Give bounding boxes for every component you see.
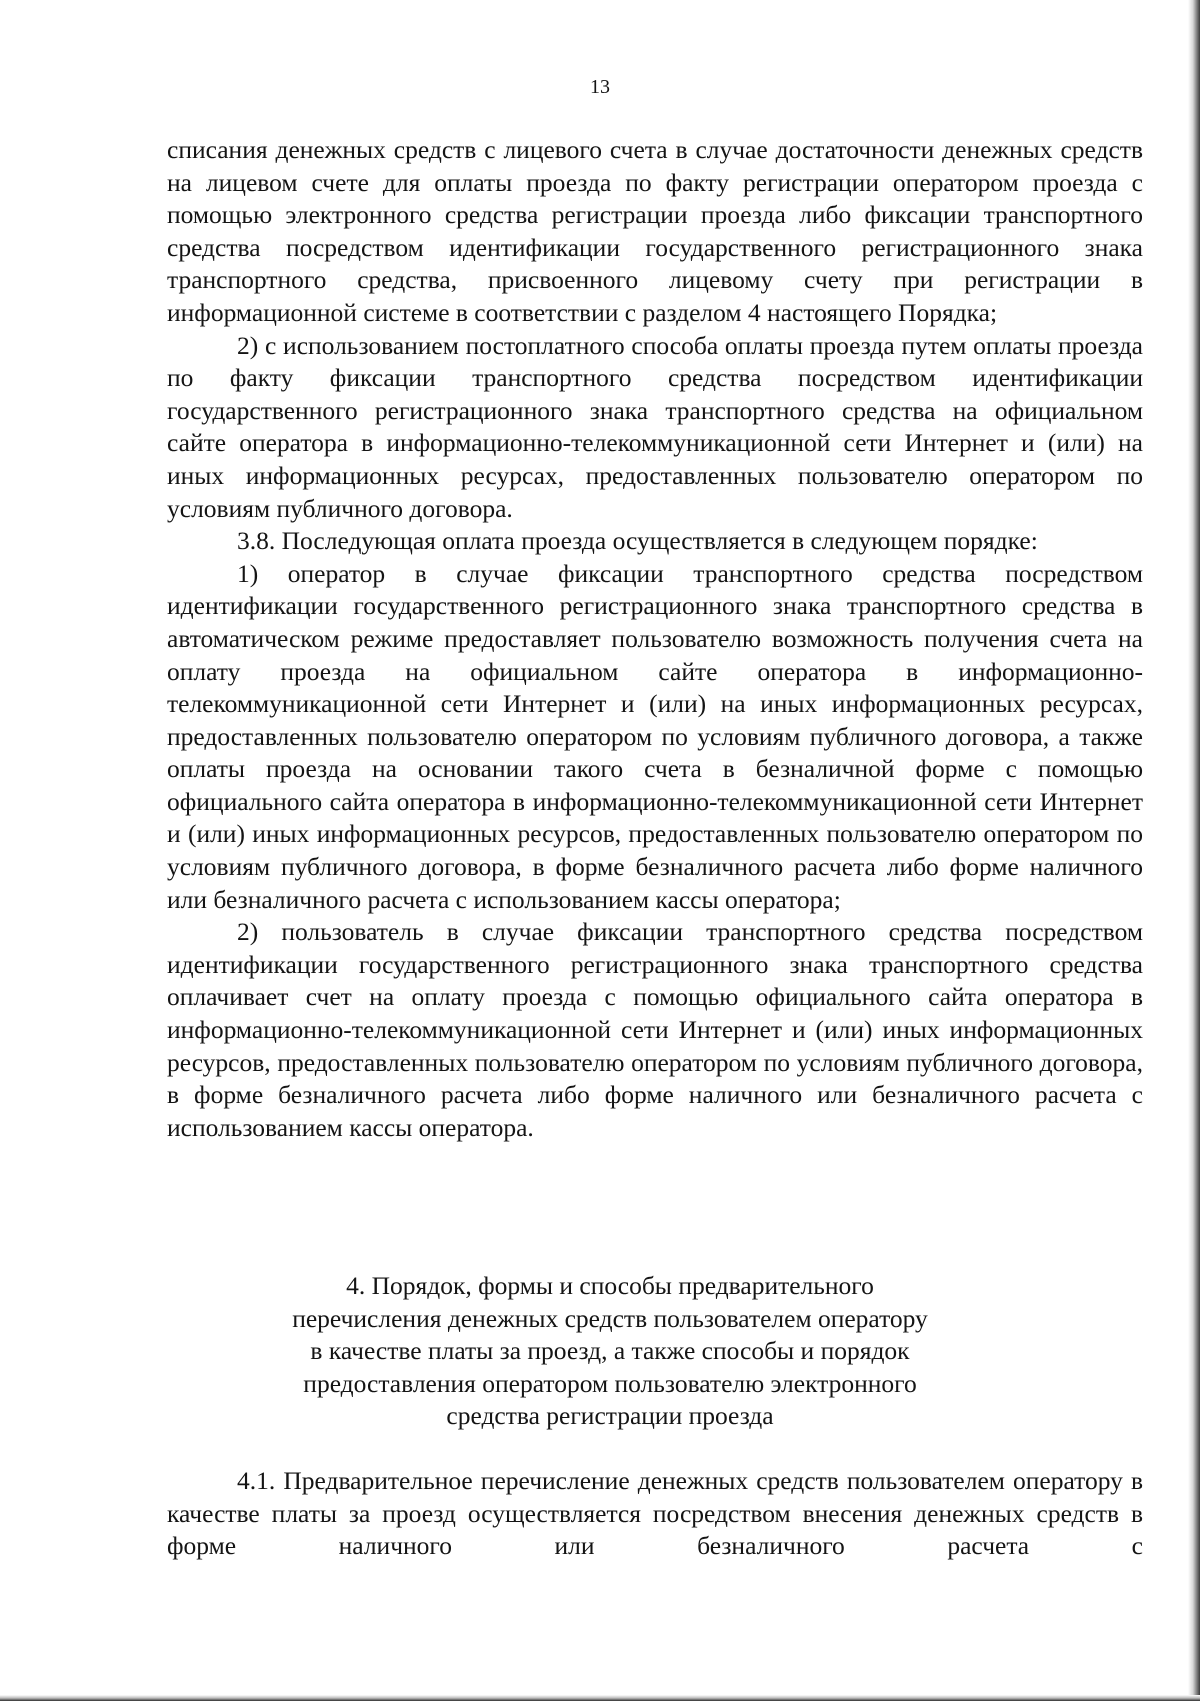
- paragraph-item-2-postpaid: 2) с использованием постоплатного способа оплаты проезда путем оплаты проезда по факту фиксации транспортного средства посредством идентификации государственного регистрационного знака транспортного средства на официальном сайте оператора в информационно-телекоммуникационной сети Интернет и (или) на иных информационных ресурсах, предоставленных пользователю оператором по условиям публичного договора.: [167, 330, 1143, 523]
- section-4-heading: [240, 1270, 980, 1433]
- heading-line: 4. Порядок, формы и способы предварительного: [346, 1271, 874, 1300]
- heading-line: перечисления денежных средств пользователем оператору: [292, 1303, 928, 1333]
- heading-line: в качестве платы за проезд, а также способы и порядок: [310, 1336, 910, 1366]
- paragraph-4-1: 4.1. Предварительное перечисление денежных средств пользователем оператору в качестве платы за проезд осуществляется посредством внесения денежных средств в форме наличного или безналичного расчета с: [167, 1466, 1143, 1561]
- scan-edge-bottom: [0, 1695, 1200, 1701]
- page-number: 13: [590, 76, 610, 98]
- paragraph-3-8-item-1: 1) оператор в случае фиксации транспортного средства посредством идентификации государственного регистрационного знака транспортного средства в автоматическом режиме предоставляет пользователю возможность получения счета на оплату проезда на официальном сайте оператора в информационно-телекоммуникационной сети Интернет и (или) на иных информационных ресурсах, предоставленных пользователю оператором по условиям публичного договора, а также оплаты проезда на основании такого счета в безналичной форме с помощью официального сайта оператора в информационно-телекоммуникационной сети Интернет и (или) иных информационных ресурсов, предоставленных пользователю оператором по условиям публичного договора, в форме безналичного расчета либо форме наличного или безналичного расчета с использованием кассы оператора;: [167, 558, 1143, 914]
- section-4-body: [167, 1465, 1143, 1563]
- paragraph-3-8: 3.8. Последующая оплата проезда осуществляется в следующем порядке:: [237, 526, 1038, 556]
- paragraph-continuation: списания денежных средств с лицевого счета в случае достаточности денежных средств на лицевом счете для оплаты проезда по факту регистрации оператором проезда с помощью электронного средства регистрации проезда либо фиксации транспортного средства посредством идентификации государственного регистрационного знака транспортного средства, присвоенного лицевому счету при регистрации в информационной системе в соответствии с разделом 4 настоящего Порядка;: [167, 135, 1143, 327]
- heading-line: средства регистрации проезда: [446, 1401, 774, 1431]
- paragraph-3-8-item-2: 2) пользователь в случае фиксации транспортного средства посредством идентификации государственного регистрационного знака транспортного средства оплачивает счет на оплату проезда с помощью официального сайта оператора в информационно-телекоммуникационной сети Интернет и (или) иных информационных ресурсов, предоставленных пользователю оператором по условиям публичного договора, в форме безналичного расчета либо форме наличного или безналичного расчета с использованием кассы оператора.: [167, 917, 1143, 1142]
- document-body: [167, 134, 1143, 1144]
- scan-edge-right: [1188, 0, 1200, 1701]
- heading-line: предоставления оператором пользователю электронного: [303, 1368, 917, 1398]
